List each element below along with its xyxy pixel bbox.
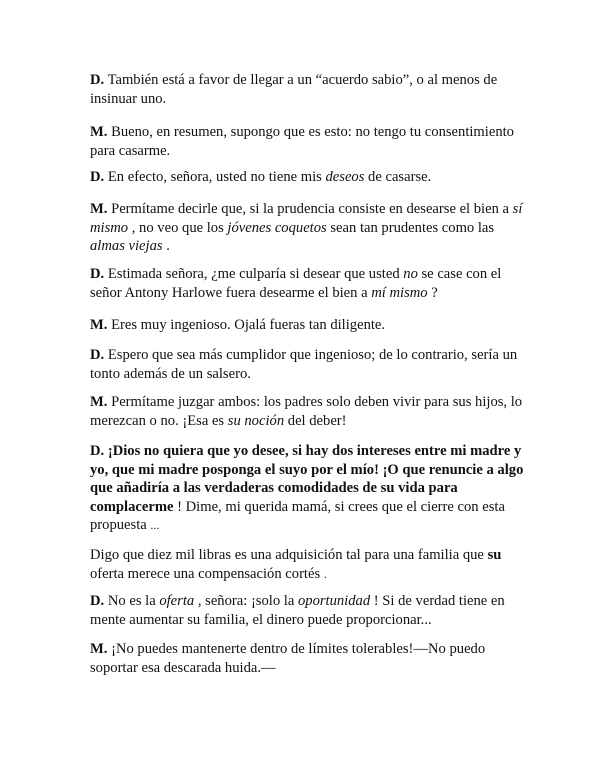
bold-text: M. — [90, 394, 108, 410]
paragraph-6 — [90, 316, 530, 335]
text-run: ! Si de verdad tiene en mente aumentar su familia, el dinero puede proporcionar... — [90, 593, 505, 628]
text-run: Eres muy ingenioso. Ojalá fueras tan diligente. — [107, 317, 386, 333]
text-run: . — [162, 238, 170, 255]
italic-text: su noción — [227, 412, 285, 429]
text-run: ! Dime, mi querida mamá, si crees que el cierre con esta propuesta — [90, 498, 505, 534]
text-run: Permítame juzgar ambos: los padres solo deben vivir para sus hijos, lo merezcan o no. ¡Esa es — [90, 394, 523, 429]
paragraph-4 — [90, 200, 530, 256]
bold-text: M. — [90, 641, 108, 657]
text-run: Bueno, en resumen, supongo que es esto: no tengo tu consentimiento para casarme. — [90, 124, 514, 159]
italic-text: oportunidad — [297, 593, 371, 609]
bold-text: D. — [90, 266, 105, 282]
paragraph-7 — [90, 346, 530, 383]
text-run: , no veo que los — [128, 219, 228, 236]
bold-text: D. — [90, 169, 105, 185]
italic-text: oferta — [159, 593, 195, 609]
bold-text: D. — [90, 347, 105, 363]
text-run: . — [323, 566, 327, 581]
bold-text: D. ¡Dios no quiera que yo desee, si hay dos intereses entre mi madre y yo, que mi madre posponga el suyo por el mío! ¡O que renuncie a algo que añadiría a las verdaderas comodidades de su vida para complacerme — [90, 443, 524, 515]
italic-text: deseos — [325, 169, 365, 185]
text-run: del deber! — [284, 412, 347, 429]
text-run: de casarse. — [364, 169, 432, 185]
bold-text: M. — [90, 201, 108, 217]
bold-text: D. — [90, 72, 105, 88]
text-run: sean tan prudentes como las — [326, 219, 495, 236]
paragraph-11 — [90, 592, 530, 629]
bold-text: su — [487, 547, 502, 563]
paragraph-9 — [90, 442, 530, 535]
italic-text: no — [403, 266, 418, 282]
text-run: , señora: ¡solo la — [194, 593, 298, 609]
paragraph-8 — [90, 393, 530, 430]
text-run: ... — [150, 518, 160, 533]
bold-text: D. — [90, 593, 105, 609]
italic-text: jóvenes coquetos — [227, 219, 327, 236]
bold-text: M. — [90, 317, 108, 333]
paragraph-2 — [90, 123, 530, 160]
text-run: ¡No puedes mantenerte dentro de límites tolerables!—No puedo soportar esa descarada huida.— — [90, 641, 486, 676]
text-run: Digo que diez mil libras es una adquisición tal para una familia que — [90, 547, 488, 563]
text-run: oferta merece una compensación cortés — [90, 565, 324, 582]
italic-text: sí mismo — [90, 201, 523, 236]
italic-text: mí mismo — [371, 284, 428, 301]
paragraph-5 — [90, 265, 530, 302]
text-run: También está a favor de llegar a un “acuerdo sabio”, o al menos de insinuar uno. — [90, 72, 498, 107]
text-run: Permítame decirle que, si la prudencia consiste en desearse el bien a — [107, 201, 513, 217]
paragraph-12 — [90, 640, 530, 677]
text-run: En efecto, señora, usted no tiene mis — [104, 169, 326, 185]
text-run: se case con el señor Antony Harlowe fuera desearme el bien a — [90, 266, 502, 301]
text-run: Estimada señora, ¿me culparía si desear que usted — [104, 266, 404, 282]
text-run: Espero que sea más cumplidor que ingenioso; de lo contrario, sería un tonto además de un salsero. — [90, 347, 518, 382]
paragraph-10 — [90, 546, 530, 583]
paragraph-1 — [90, 71, 530, 108]
text-run: ? — [427, 284, 438, 301]
italic-text: almas viejas — [90, 238, 163, 255]
text-run: No es la — [104, 593, 160, 609]
paragraph-3 — [90, 168, 530, 187]
bold-text: M. — [90, 124, 108, 140]
